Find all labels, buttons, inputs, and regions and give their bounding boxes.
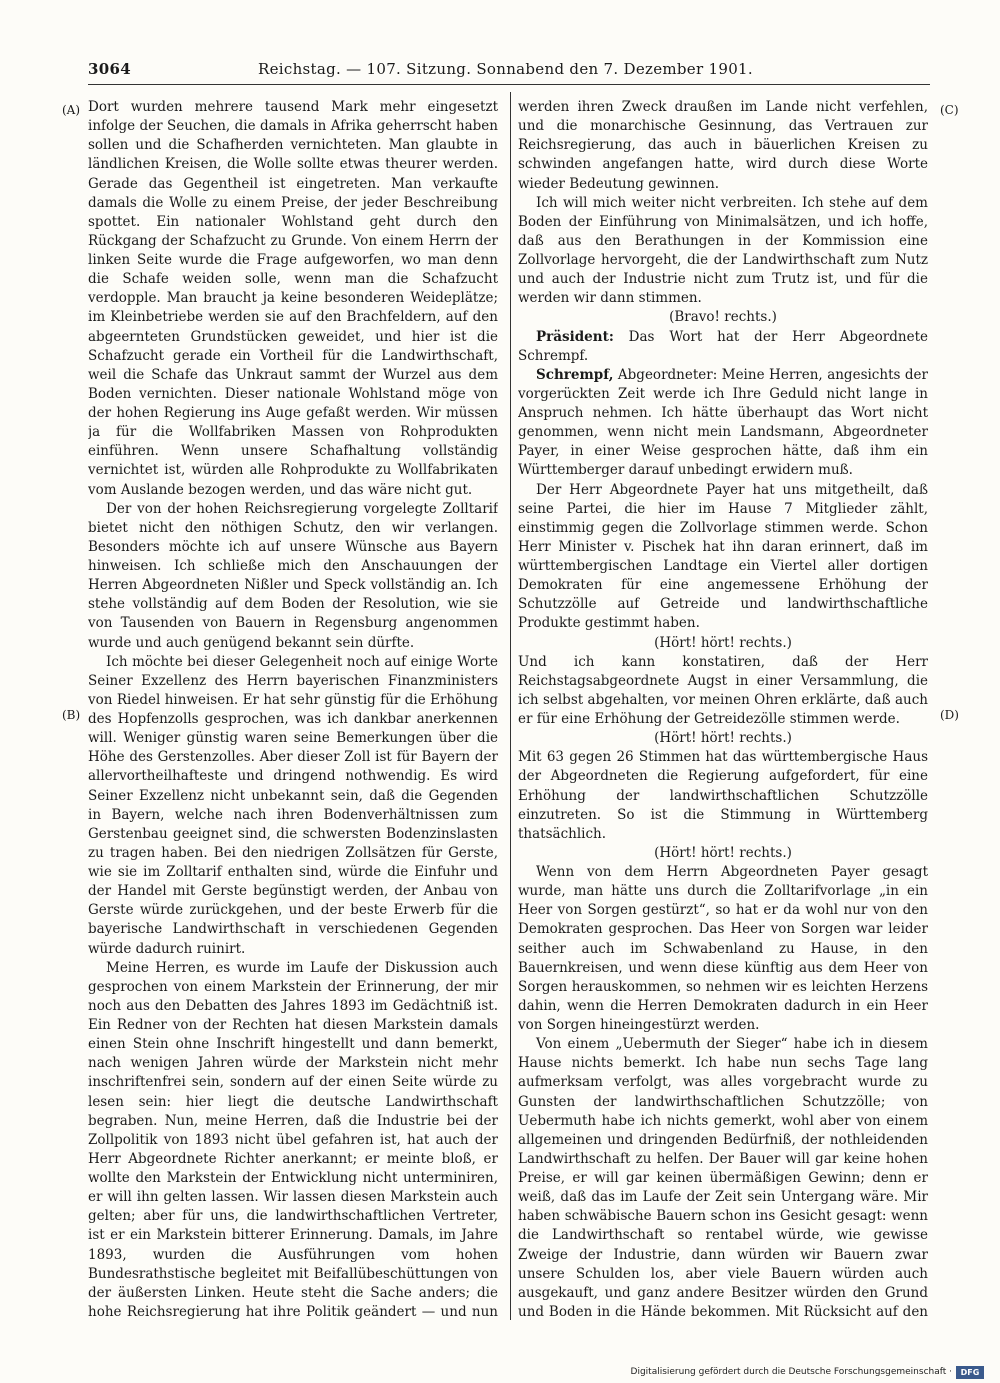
interjection: (Hört! hört! rechts.) xyxy=(654,730,792,747)
margin-marker-a: (A) xyxy=(62,103,81,117)
speech-text: Abgeordneter: Meine Herren, angesichts der vorgerückten Zeit werde ich Ihre Geduld nicht lange in Anspruch nehmen. Ich hätte überhaupt das Wort nicht genommen, wenn nicht mein Landsmann, Abgeordneter Payer, in einer Weise gesprochen hätte, daß ihm ein Württemberger darauf unbedingt erwidern muß. xyxy=(518,366,928,479)
column-divider xyxy=(510,92,511,1320)
paragraph: Dort wurden mehrere tausend Mark mehr eingesetzt infolge der Seuchen, die damals in Afrika geherrscht haben sollen und die Schafherden vernichteten. Man glaubte in ländlichen Kreisen, die Wolle sollte etwas theurer werden. Gerade das Gegentheil ist eingetreten. Man verkaufte damals die Wolle zu einem Preise, der jeder Beschreibung spottet. Ein nationaler Wohlstand geht durch den Rückgang der Schafzucht zu Grunde. Von einem Herrn der linken Seite wurde die Frage aufgeworfen, wo man denn die Schafe weiden solle, wenn man die Schafzucht verdopple. Man braucht ja keine besonderen Weideplätze; im Kleinbetriebe werden sie auf den Brachfeldern, auf den abgeernteten Grundstücken geweidet, und hier ist die Schafzucht gerade ein Vortheil für die Landwirthschaft, weil die Schafe das Unkraut sammt der Wurzel aus dem Boden vernichten. Dieser nationale Wohlstand möge von der hohen Regierung ins Auge gefaßt werden. Wir müssen ja für die Wollfabriken Massen von Rohprodukten einführen. Wenn unsere Schafhaltung vollständig vernichtet ist, würden alle Rohprodukte zu Wollfabrikaten vom Auslande bezogen werden, und das wäre nicht gut. xyxy=(88,99,498,498)
paragraph: Ich will mich weiter nicht verbreiten. Ich stehe auf dem Boden der Einführung von Minimalsätzen, und ich hoffe, daß aus den Berathungen in der Kommission eine Zollvorlage hervorgeht, die der Landwirthschaft zum Nutz und auch der Industrie nicht zum Trutz ist, und für die werden wir dann stimmen. xyxy=(518,194,928,307)
margin-marker-c: (C) xyxy=(940,103,959,117)
paragraph: Ich möchte bei dieser Gelegenheit noch auf einige Worte Seiner Exzellenz des Herrn bayerischen Finanzministers von Riedel hinweisen. Er hat sehr günstig für die Erhöhung des Hopfenzolls gesprochen, was ich dankbar anerkennen will. Weniger günstig waren seine Bemerkungen über die Höhe des Gerstenzolles. Aber dieser Zoll ist für Bayern der allervortheilhafteste und dringend nothwendig. Es wird Seiner Exzellenz nicht unbekannt sein, daß die Gegenden in Bayern, welche nach ihren Bodenverhältnissen zum Gerstenbau geeignet sind, die schwersten Bodenzinslasten zu tragen haben. Bei den niedrigen Zollsätzen für Gerste, wie sie im Zolltarif enthalten sind, würde die Einfuhr und der Handel mit Gerste begünstigt werden, der Anbau von Gerste würde zurückgehen, und der beste Erwerb für die bayerische Landwirthschaft in verschiedenen Gegenden würde dadurch ruinirt. xyxy=(88,653,498,957)
page-title: Reichstag. — 107. Sitzung. Sonnabend den 7. Dezember 1901. xyxy=(258,60,753,78)
right-column xyxy=(518,98,928,1323)
dfg-logo: DFG xyxy=(956,1366,984,1379)
paragraph: Der von der hohen Reichsregierung vorgelegte Zolltarif bietet nicht den nöthigen Schutz, den wir verlangen. Besonders möchte ich auf unsere Wünsche aus Bayern hinweisen. Ich schließe mich den Anschauungen der Herren Abgeordneten Nißler und Speck vollständig an. Ich stehe vollständig auf dem Boden der Resolution, wie sie von Tausenden von Bauern in Regensburg angenommen wurde und auch genügend bekannt sein dürfte. xyxy=(88,500,498,651)
speaker-paragraph xyxy=(518,366,928,481)
speaker-name: Schrempf, xyxy=(536,366,614,383)
paragraph: Mit 63 gegen 26 Stimmen hat das württembergische Haus der Abgeordneten die Regierung aufgefordert, für eine Erhöhung der landwirthschaftlichen Schutzzölle einzutreten. So ist die Stimmung in Württemberg thatsächlich. xyxy=(518,749,928,842)
paragraph: Meine Herren, es wurde im Laufe der Diskussion auch gesprochen von einem Markstein der Erinnerung, der mir noch aus den Debatten des Jahres 1893 im Gedächtniß ist. Ein Redner von der Rechten hat diesen Markstein damals einen Stein ohne Inschrift hingestellt und dann bemerkt, nach wenigen Jahren würde der Markstein nicht mehr inschriftenfrei sein, sondern auf der einen Seite würde zu lesen sein: hier liegt die deutsche Landwirthschaft begraben. Nun, meine Herren, daß die Industrie bei der Zollpolitik von 1893 nicht übel gefahren ist, hat auch der Herr Abgeordnete Richter anerkannt; er meinte bloß, er wollte den Markstein der Entwicklung nicht unterminiren, er will ihn gelten lassen. Wir lassen diesen Markstein auch gelten; aber für uns, die landwirthschaftlichen Vertreter, ist er ein Markstein bitterer Erinnerung. Damals, im Jahre 1893, wurden die Ausführungen vom hohen Bundesrathstische begleitet mit Beifallübeschüttungen von der äußersten Linken. Heute steht die Sache anders; die hohe Reichsregierung hat ihre Politik geändert — und nun xyxy=(88,959,498,1320)
header-rule xyxy=(88,84,930,85)
funding-note: Digitalisierung gefördert durch die Deutsche Forschungsgemeinschaft · xyxy=(630,1367,952,1377)
funding-footer xyxy=(620,1366,990,1380)
interjection: (Hört! hört! rechts.) xyxy=(654,844,792,861)
margin-marker-b: (B) xyxy=(62,708,81,722)
paragraph: Der Herr Abgeordnete Payer hat uns mitgetheilt, daß seine Partei, die hier im Hause 7 Mitglieder zählt, einstimmig gegen die Zollvorlage stimmen werde. Schon Herr Minister v. Pischek hat ihn daran erinnert, daß im württembergischen Landtage ein Viertel aller dortigen Demokraten für eine angemessene Erhöhung der Schutzzölle auf Getreide und landwirthschaftliche Produkte gestimmt haben. xyxy=(518,481,928,632)
paragraph: werden ihren Zweck draußen im Lande nicht verfehlen, und die monarchische Gesinnung, das Vertrauen zur Reichsregierung, das auch in bäuerlichen Kreisen zu schwinden angefangen hatte, wird durch diese Worte wieder Bedeutung gewinnen. xyxy=(518,99,928,192)
page-number: 3064 xyxy=(88,60,131,78)
paragraph: Und ich kann konstatiren, daß der Herr Reichstagsabgeordnete Augst in einer Versammlung, die ich selbst abgehalten, vor meinen Ohren erklärte, daß auch er für eine Erhöhung der Getreidezölle stimmen werde. xyxy=(518,653,928,727)
speaker-name: Präsident: xyxy=(536,328,614,345)
speech-text: Das Wort hat der Herr Abgeordnete Schrempf. xyxy=(518,328,928,364)
margin-marker-d: (D) xyxy=(940,708,959,722)
running-header xyxy=(88,58,930,82)
paragraph: Wenn von dem Herrn Abgeordneten Payer gesagt wurde, man hätte uns durch die Zolltarifvorlage „in ein Heer von Sorgen gestürzt“, so hat er da wohl nur von den Demokraten gesprochen. Das Heer von Sorgen war leider seither auch im Schwabenland zu Hause, in den Bauernkreisen, und wenn diese künftig aus dem Heer von Sorgen herauskommen, so nehmen wir es leichten Herzens dahin, wenn die Herren Demokraten dadurch in ein Heer von Sorgen hineingestürzt werden. xyxy=(518,864,928,1033)
interjection: (Bravo! rechts.) xyxy=(669,309,777,326)
paragraph: Von einem „Uebermuth der Sieger“ habe ich in diesem Hause nichts bemerkt. Ich habe nun sechs Tage lang aufmerksam verfolgt, was alles vorgebracht wurde zu Gunsten der landwirthschaftlichen Schutzzölle; von Uebermuth habe ich nichts gemerkt, wohl aber von einem allgemeinen und dringenden Bedürfniß, der nothleidenden Landwirthschaft zu helfen. Der Bauer will gar keine hohen Preise, er will gar keinen übermäßigen Gewinn; denn er weiß, daß das im Laufe der Zeit sein Untergang wäre. Mir haben schwäbische Bauern schon ins Gesicht gesagt: wenn die Landwirthschaft so rentabel würde, wie gewisse Zweige der Industrie, dann würden wir Bauern zwar unsere Schulden los, aber viele Bauern würden auch ausgekauft, und ganz andere Besitzer würden den Grund und Boden in die Hände bekommen. Mit Rücksicht auf den xyxy=(518,1036,928,1320)
speaker-paragraph xyxy=(518,328,928,366)
interjection: (Hört! hört! rechts.) xyxy=(654,634,792,651)
left-column xyxy=(88,98,498,1323)
